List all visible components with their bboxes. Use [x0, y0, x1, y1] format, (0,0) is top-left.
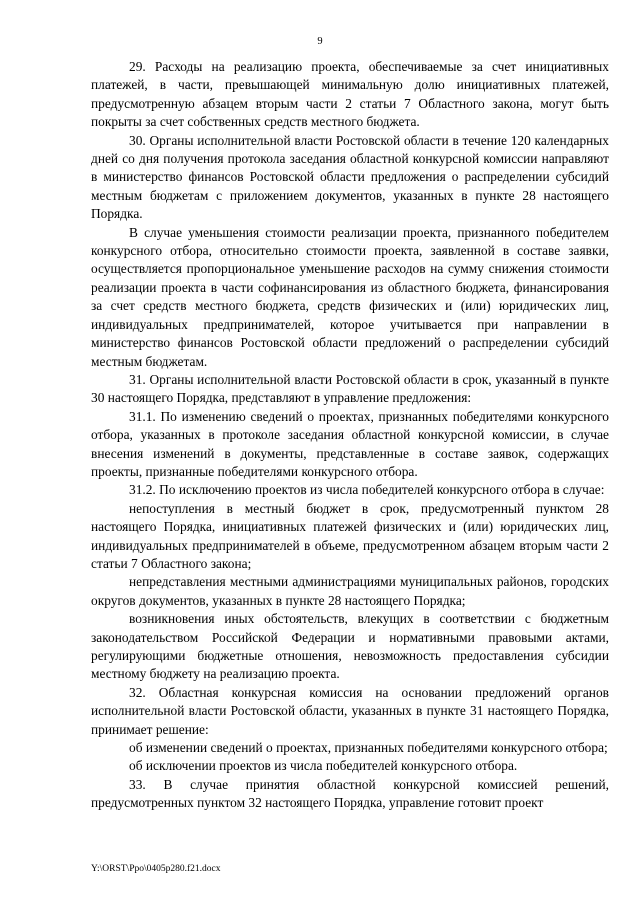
file-path-footer: Y:\ORST\Ppo\0405p280.f21.docx — [91, 864, 221, 874]
paragraph-32-decision-change: об изменении сведений о проектах, признанных победителями конкурсного отбора; — [129, 740, 608, 756]
page-number: 9 — [317, 36, 323, 47]
paragraph-30-cost-reduction: В случае уменьшения стоимости реализации проекта, признанного победителем конкурсного отбора, относительно стоимости проекта, заявленной в составе заявки, осуществляется пропорциональное уменьшение расходов на сумму снижения стоимости реализации проекта в части софинансирования из областного бюджета, финансирования за счет средств местного бюджета, средств физических и (или) юридических лиц, индивидуальных предпринимателей, которое учитывается при направлении в министерство финансов Ростовской области предложений о распределении субсидий местным бюджетам. — [91, 224, 609, 369]
document-body — [91, 58, 609, 813]
paragraph-29: 29. Расходы на реализацию проекта, обеспечиваемые за счет инициативных платежей, в части, превышающей минимальную долю инициативных платежей, предусмотренную абзацем вторым части 2 статьи 7 Областного закона, могут быть покрыты за счет собственных средств местного бюджета. — [91, 59, 609, 130]
paragraph-31-2-case-documents: непредставления местными администрациями муниципальных районов, городских округов документов, указанных в пункте 28 настоящего Порядка; — [91, 574, 609, 608]
paragraph-32-decision-exclude: об исключении проектов из числа победителей конкурсного отбора. — [129, 758, 518, 774]
paragraph-31-2-case-other: возникновения иных обстоятельств, влекущих в соответствии с бюджетным законодательством Российской Федерации и нормативными правовыми актами, регулирующими бюджетные отношения, невозможность предоставления субсидии местному бюджету на реализацию проекта. — [91, 611, 609, 682]
paragraph-31-1: 31.1. По изменению сведений о проектах, признанных победителями конкурсного отбора, указанных в протоколе заседания областной конкурсной комиссии, в случае внесения изменений в документы, представленные в составе заявок, содержащих проекты, признанные победителями конкурсного отбора. — [91, 408, 609, 479]
paragraph-31: 31. Органы исполнительной власти Ростовской области в срок, указанный в пункте 30 настоящего Порядка, представляют в управление предложения: — [91, 371, 609, 406]
paragraph-33: 33. В случае принятия областной конкурсной комиссией решений, предусмотренных пунктом 32 настоящего Порядка, управление готовит проект — [91, 776, 609, 811]
paragraph-31-2-case-payments: непоступления в местный бюджет в срок, предусмотренный пунктом 28 настоящего Порядка, инициативных платежей физических и (или) юридических лиц, индивидуальных предпринимателей в объеме, предусмотренном абзацем вторым части 2 статьи 7 Областного закона; — [91, 500, 609, 571]
paragraph-32: 32. Областная конкурсная комиссия на основании предложений органов исполнительной власти Ростовской области, указанных в пункте 31 настоящего Порядка, принимает решение: — [91, 684, 609, 737]
paragraph-30: 30. Органы исполнительной власти Ростовской области в течение 120 календарных дней со дня получения протокола заседания областной конкурсной комиссии направляют в министерство финансов Ростовской области предложения о распределении субсидий местным бюджетам с приложением документов, указанных в пункте 28 настоящего Порядка. — [91, 132, 609, 222]
paragraph-31-2: 31.2. По исключению проектов из числа победителей конкурсного отбора в случае: — [129, 482, 605, 498]
